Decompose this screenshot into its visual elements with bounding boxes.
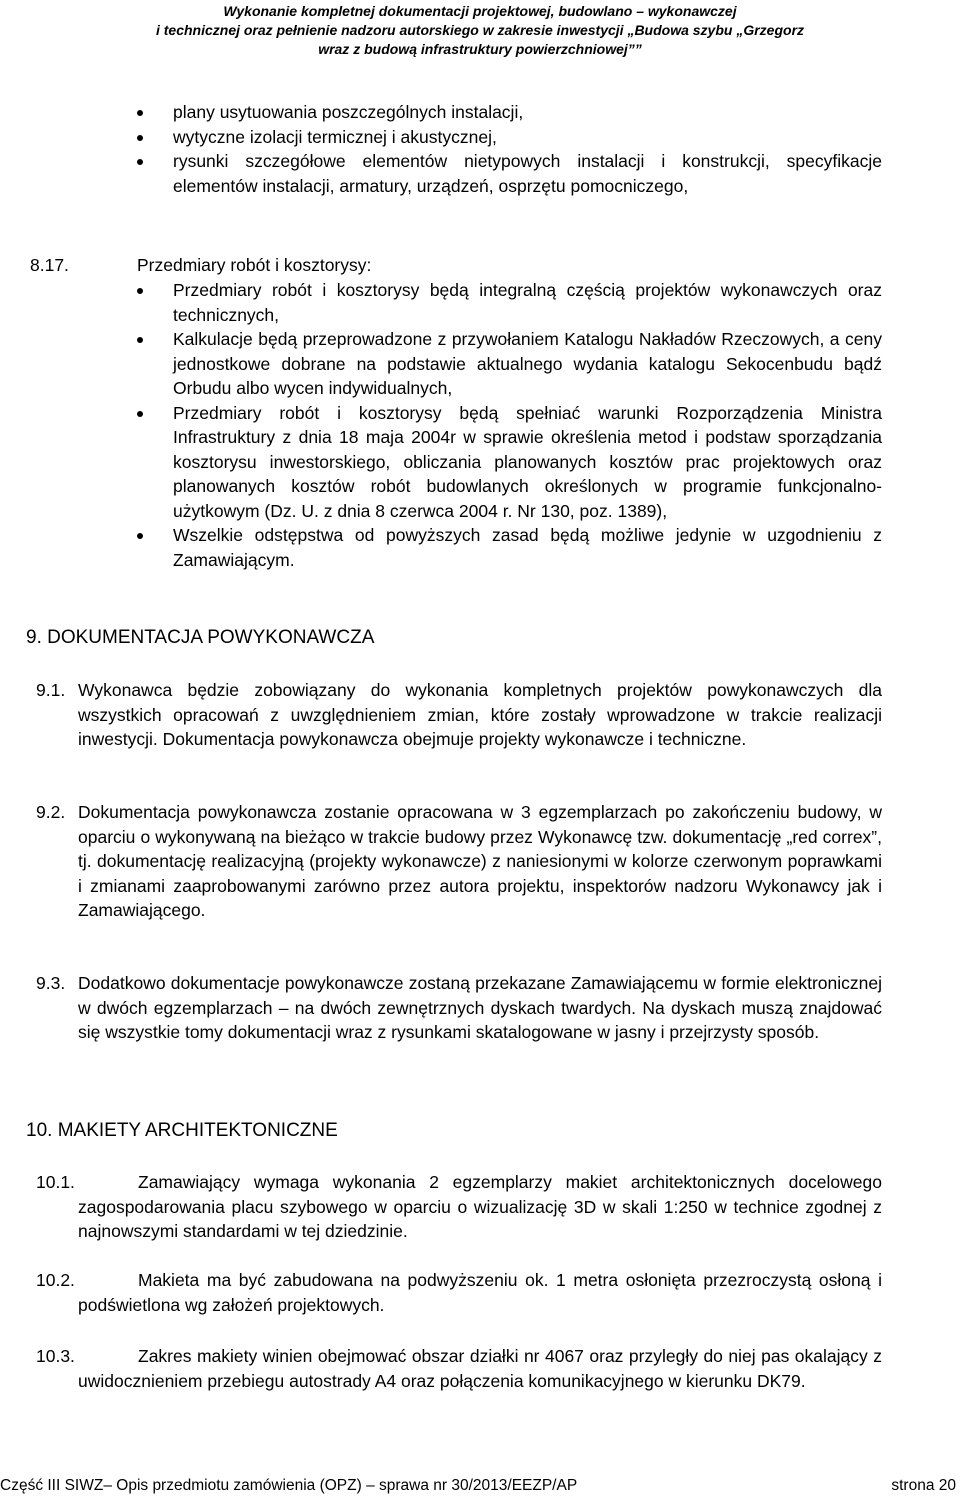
bullet-icon	[137, 135, 143, 141]
item-text: Wykonawca będzie zobowiązany do wykonania kompletnych projektów powykonawczych dla wszystkich opracowań z uwzględnieniem zmian, które zostały wprowadzone w trakcie realizacji inwestycji. Dokumentacja powykonawcza obejmuje projekty wykonawcze i techniczne.	[78, 680, 882, 749]
list-item: Przedmiary robót i kosztorysy będą integralną częścią projektów wykonawczych oraz technicznych,	[137, 278, 882, 327]
section-number: 8.17.	[30, 255, 69, 275]
section-9-heading: 9. DOKUMENTACJA POWYKONAWCZA	[26, 627, 375, 648]
footer-reference: Część III SIWZ– Opis przedmiotu zamówienia (OPZ) – sprawa nr 30/2013/EEZP/AP	[0, 1477, 578, 1494]
bullet-icon	[137, 288, 143, 294]
item-text: Dokumentacja powykonawcza zostanie opracowana w 3 egzemplarzach po zakończeniu budowy, w oparciu o wykonywaną na bieżąco w trakcie budowy przez Wykonawcę tzw. dokumentację „red correx”, tj. dokumentację realizacyjną (projekty wykonawcze) z naniesionymi w kolorze czerwonym poprawkami i zmianami zaaprobowanymi zarówno przez autora projektu, inspektorów nadzoru Wykonawcy jak i Zamawiającego.	[78, 802, 882, 920]
section-title: Przedmiary robót i kosztorysy:	[137, 255, 372, 275]
section-10-heading: 10. MAKIETY ARCHITEKTONICZNE	[26, 1120, 338, 1141]
item-number: 10.2.	[36, 1270, 75, 1290]
section-8-17-bullets	[137, 278, 882, 572]
list-item: Wszelkie odstępstwa od powyższych zasad będą możliwe jedynie w uzgodnieniu z Zamawiającym.	[137, 523, 882, 572]
list-item: Kalkulacje będą przeprowadzone z przywołaniem Katalogu Nakładów Rzeczowych, a ceny jednostkowe dobrane na podstawie aktualnego wydania katalogu Sekocenbudu bądź Orbudu albo wycen indywidualnych,	[137, 327, 882, 401]
list-item: rysunki szczegółowe elementów nietypowych instalacji i konstrukcji, specyfikacje elementów instalacji, armatury, urządzeń, osprzętu pomocniczego,	[137, 149, 882, 198]
bullet-icon	[137, 110, 143, 116]
item-text: Makieta ma być zabudowana na podwyższeniu ok. 1 metra osłonięta przezroczystą osłoną i podświetlona wg założeń projektowych.	[78, 1270, 882, 1315]
bullet-icon	[137, 159, 143, 165]
document-header	[0, 2, 960, 59]
list-item: wytyczne izolacji termicznej i akustycznej,	[137, 125, 882, 150]
item-number: 10.1.	[36, 1172, 75, 1192]
item-number: 10.3.	[36, 1346, 75, 1366]
list-item: Przedmiary robót i kosztorysy będą spełniać warunki Rozporządzenia Ministra Infrastruktury z dnia 18 maja 2004r w sprawie określenia metod i podstaw sporządzania kosztorysu inwestorskiego, obliczania planowanych kosztów prac projektowych oraz planowanych kosztów robót budowlanych określonych w programie funkcjonalno-użytkowym (Dz. U. z dnia 8 czerwca 2004 r. Nr 130, poz. 1389),	[137, 401, 882, 524]
bullet-icon	[137, 337, 143, 343]
page-number: strona 20	[891, 1477, 956, 1494]
item-number: 9.3.	[36, 973, 66, 993]
bullet-icon	[137, 411, 143, 417]
header-line-2: i technicznej oraz pełnienie nadzoru autorskiego w zakresie inwestycji „Budowa szybu „Grzegorz	[155, 22, 805, 38]
item-text: Zakres makiety winien obejmować obszar działki nr 4067 oraz przyległy do niej pas okalający z uwidocznieniem przebiegu autostrady A4 oraz połączenia komunikacyjnego w kierunku DK79.	[78, 1346, 882, 1391]
list-item: plany usytuowania poszczególnych instalacji,	[137, 100, 882, 125]
item-text: Zamawiający wymaga wykonania 2 egzemplarzy makiet architektonicznych docelowego zagospodarowania placu szybowego w oparciu o wizualizację 3D w skali 1:250 w technice zgodnej z najnowszymi standardami w tej dziedzinie.	[78, 1172, 882, 1241]
header-line-3: wraz z budową infrastruktury powierzchniowej””	[318, 41, 642, 57]
item-number: 9.2.	[36, 802, 66, 822]
item-text: Dodatkowo dokumentacje powykonawcze zostaną przekazane Zamawiającemu w formie elektronicznej w dwóch egzemplarzach – na dwóch zewnętrznych dyskach twardych. Na dyskach muszą znajdować się wszystkie tomy dokumentacji wraz z rysunkami skatalogowane w jasny i przejrzysty sposób.	[78, 973, 882, 1042]
item-number: 9.1.	[36, 680, 66, 700]
bullet-icon	[137, 533, 143, 539]
top-bullet-list	[137, 100, 882, 198]
header-line-1: Wykonanie kompletnej dokumentacji projektowej, budowlano – wykonawczej	[223, 3, 737, 19]
